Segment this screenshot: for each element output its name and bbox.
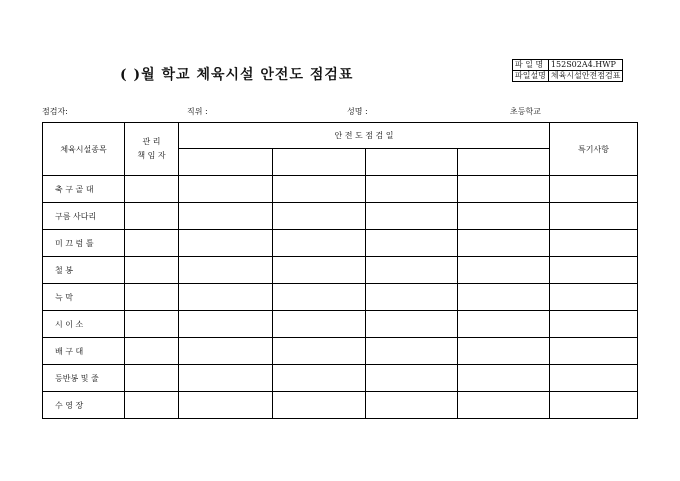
inspection-table [42,122,638,419]
facility-name: 구름 사다리 [43,203,125,230]
table-row [43,365,638,392]
file-info-box [512,59,623,82]
file-description-value: 체육시설안전점검표 [548,71,623,82]
table-row [43,257,638,284]
empty-cell [273,230,366,257]
empty-cell [179,311,273,338]
empty-cell [273,203,366,230]
empty-cell [458,257,550,284]
position-label: 직위 : [187,107,208,116]
empty-cell [273,365,366,392]
empty-cell [550,176,638,203]
table-row [43,338,638,365]
empty-cell [458,311,550,338]
header-inspection-date: 안 전 도 점 검 일 [179,123,550,149]
empty-cell [125,338,179,365]
file-description-label: 파일설명 [513,71,549,82]
empty-cell [458,230,550,257]
empty-cell [366,338,458,365]
table-row [43,230,638,257]
empty-cell [458,338,550,365]
empty-cell [366,203,458,230]
empty-cell [366,284,458,311]
empty-cell [550,338,638,365]
table-row [43,311,638,338]
date-cell [366,149,458,176]
date-cell [273,149,366,176]
empty-cell [458,284,550,311]
empty-cell [550,365,638,392]
empty-cell [550,257,638,284]
inspector-label: 점검자: [42,107,68,116]
table-row [43,203,638,230]
empty-cell [179,284,273,311]
empty-cell [550,230,638,257]
empty-cell [125,392,179,419]
file-name-label: 파 일 명 [513,60,549,71]
empty-cell [458,176,550,203]
empty-cell [366,392,458,419]
header-facility-type: 체육시설종목 [43,123,125,176]
empty-cell [125,365,179,392]
empty-cell [273,176,366,203]
empty-cell [458,203,550,230]
empty-cell [273,284,366,311]
empty-cell [125,176,179,203]
document-title: ( )월 학교 체육시설 안전도 점검표 [120,67,354,83]
empty-cell [366,365,458,392]
empty-cell [179,203,273,230]
facility-name: 등반봉 및 줄 [43,365,125,392]
empty-cell [125,203,179,230]
facility-name: 배 구 대 [43,338,125,365]
date-cell [458,149,550,176]
header-notes: 특기사항 [550,123,638,176]
empty-cell [273,392,366,419]
table-row [43,176,638,203]
table-row [43,284,638,311]
empty-cell [179,230,273,257]
empty-cell [125,257,179,284]
empty-cell [366,257,458,284]
school-label: 초등학교 [510,107,541,116]
facility-name: 철 봉 [43,257,125,284]
empty-cell [550,203,638,230]
empty-cell [179,257,273,284]
empty-cell [550,392,638,419]
empty-cell [125,311,179,338]
facility-name: 수 영 장 [43,392,125,419]
empty-cell [125,284,179,311]
empty-cell [550,284,638,311]
empty-cell [179,176,273,203]
facility-name: 축 구 골 대 [43,176,125,203]
empty-cell [550,311,638,338]
empty-cell [458,392,550,419]
file-name-value: 152S02A4.HWP [548,60,623,71]
empty-cell [273,311,366,338]
empty-cell [366,230,458,257]
empty-cell [273,257,366,284]
empty-cell [366,311,458,338]
empty-cell [125,230,179,257]
empty-cell [458,365,550,392]
name-label: 성명 : [347,107,368,116]
empty-cell [273,338,366,365]
empty-cell [179,392,273,419]
table-row [43,392,638,419]
facility-name: 미 끄 럼 틀 [43,230,125,257]
facility-name: 늑 막 [43,284,125,311]
empty-cell [366,176,458,203]
empty-cell [179,338,273,365]
header-manager: 관 리 책 임 자 [125,123,179,176]
empty-cell [179,365,273,392]
date-cell [179,149,273,176]
facility-name: 시 이 소 [43,311,125,338]
